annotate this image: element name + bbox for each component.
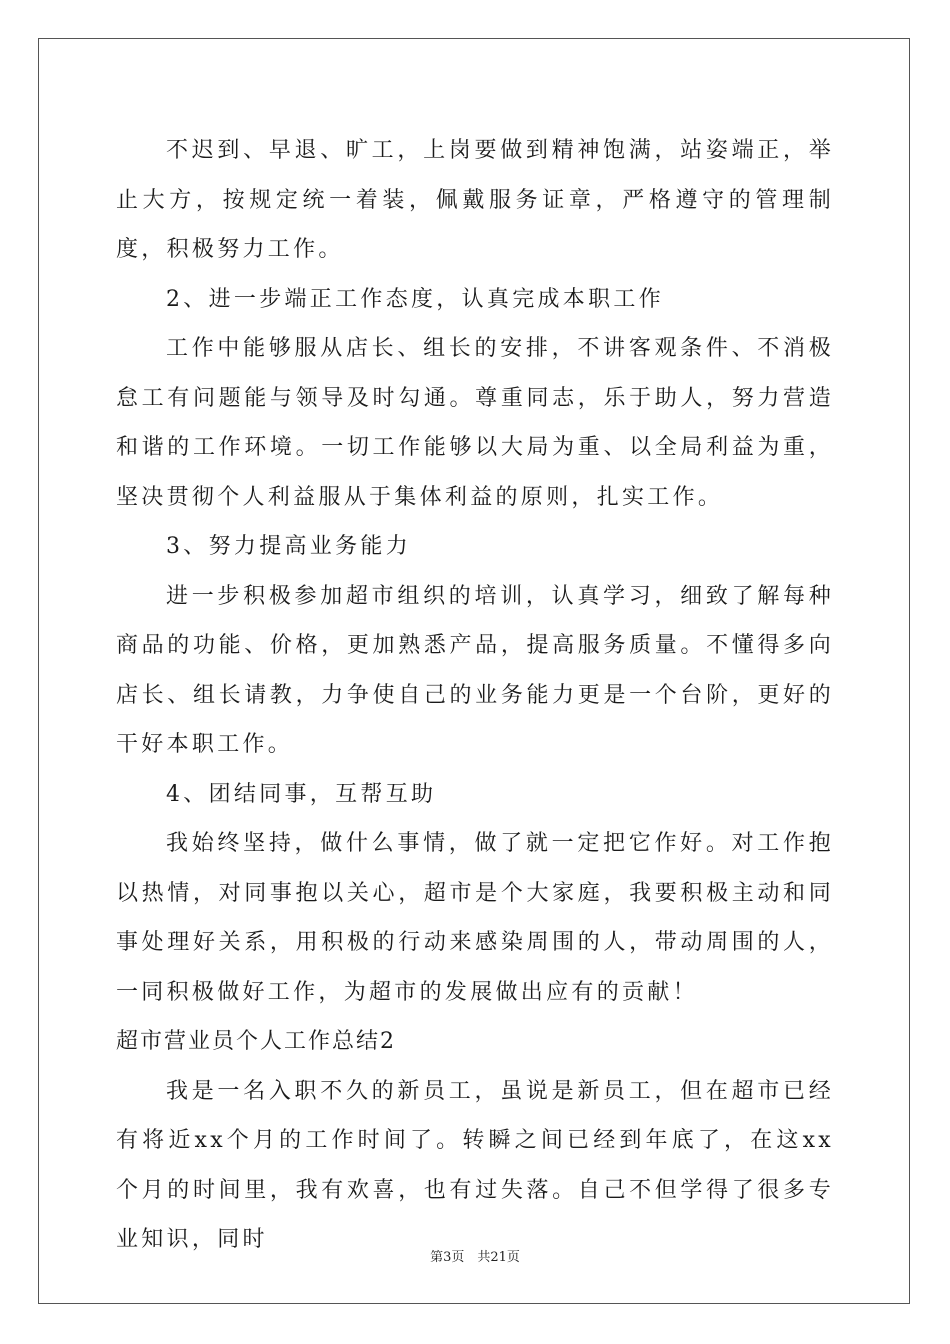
- paragraph-attitude: 工作中能够服从店长、组长的安排，不讲客观条件、不消极怠工有问题能与领导及时勾通。尊重同志，乐于助人，努力营造和谐的工作环境。一切工作能够以大局为重、以全局利益为重，坚决贯彻个人利益服从于集体利益的原则，扎实工作。: [116, 336, 834, 510]
- paragraph-intro-2: 我是一名入职不久的新员工，虽说是新员工，但在超市已经有将近xx个月的工作时间了。转瞬之间已经到年底了，在这xx个月的时间里，我有欢喜，也有过失落。自己不但学得了很多专业知识，同时: [116, 1078, 834, 1252]
- article-title-2: 超市营业员个人工作总结2: [116, 1029, 396, 1054]
- paragraph-skills: 进一步积极参加超市组织的培训，认真学习，细致了解每种商品的功能、价格，更加熟悉产品，提高服务质量。不懂得多向店长、组长请教，力争使自己的业务能力更是一个台阶，更好的干好本职工作。: [116, 583, 834, 757]
- section-heading-2: 2、进一步端正工作态度，认真完成本职工作: [166, 286, 664, 312]
- document-body: [116, 126, 834, 1265]
- section-heading-3: 3、努力提高业务能力: [166, 534, 411, 559]
- page-number-footer: 第3页 共21页: [430, 1250, 520, 1265]
- paragraph-teamwork: 我始终坚持，做什么事情，做了就一定把它作好。对工作抱以热情，对同事抱以关心，超市是个大家庭，我要积极主动和同事处理好关系，用积极的行动来感染周围的人，带动周围的人，一同积极做好工作，为超市的发展做出应有的贡献！: [116, 831, 834, 1005]
- paragraph-conduct: 不迟到、早退、旷工，上岗要做到精神饱满，站姿端正，举止大方，按规定统一着装，佩戴服务证章，严格遵守的管理制度，积极努力工作。: [116, 138, 834, 262]
- section-heading-4: 4、团结同事，互帮互助: [166, 781, 437, 807]
